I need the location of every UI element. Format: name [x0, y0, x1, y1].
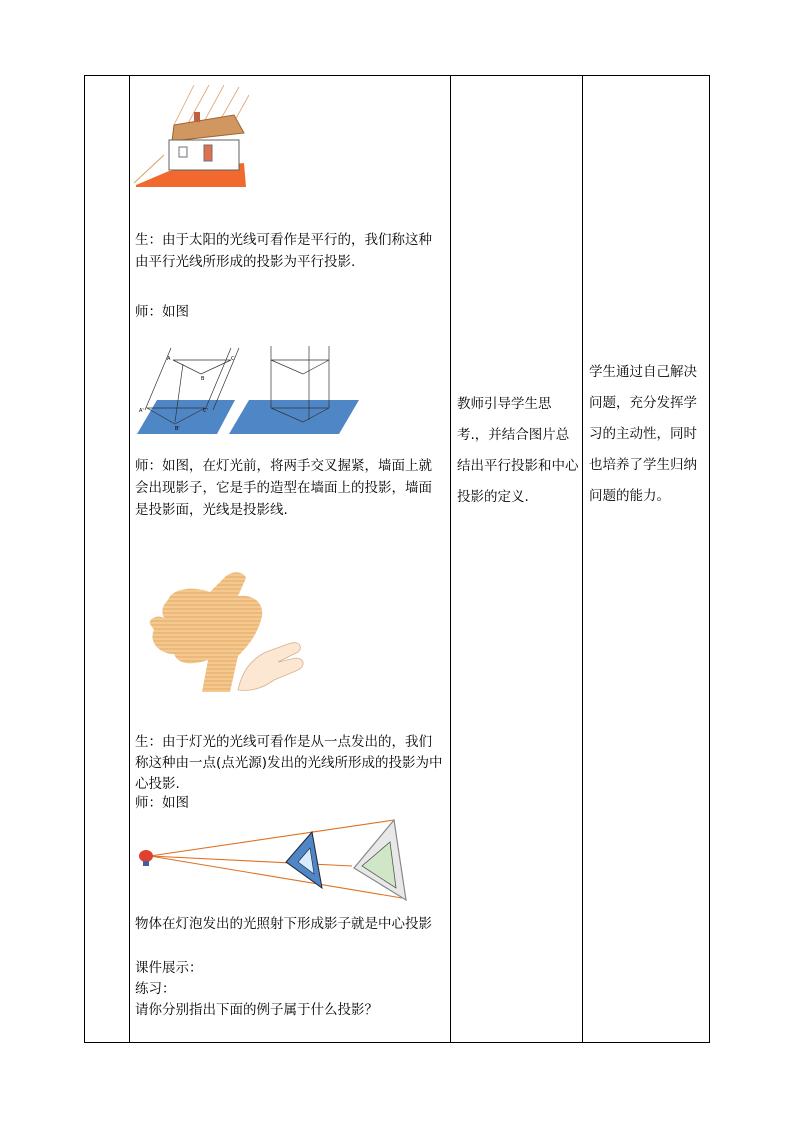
label-c: C	[231, 356, 235, 362]
paragraph-central-summary: 物体在灯泡发出的光照射下形成影子就是中心投影	[135, 916, 432, 932]
paragraph-exercise: 练习：	[135, 981, 176, 997]
label-c1: C'	[203, 408, 208, 414]
label-b1: B'	[175, 426, 180, 432]
paragraph-hand-shadow: 师：如图，在灯光前，将两手交叉握紧，墙面上就会出现影子，它是手的造型在墙面上的投影，墙面是投影面，光线是投影线.	[135, 458, 432, 518]
column-divider	[582, 76, 583, 1042]
paragraph-question: 请你分别指出下面的例子属于什么投影？	[135, 1002, 378, 1018]
hand-shadow-image	[138, 560, 310, 695]
column-divider	[450, 76, 451, 1042]
label-a1: A'	[139, 408, 144, 414]
teacher-activity-text: 教师引导学生思考.，并结合图片总结出平行投影和中心投影的定义.	[457, 396, 579, 505]
column-divider	[129, 76, 130, 1042]
label-b: B	[201, 376, 205, 382]
house-sunlight-image	[134, 85, 249, 190]
paragraph-courseware: 课件展示：	[135, 960, 203, 976]
parallel-projection-figure	[135, 344, 365, 436]
design-intent-text: 学生通过自己解决问题，充分发挥学习的主动性，同时也培养了学生归纳问题的能力。	[589, 364, 697, 504]
paragraph-central-definition: 生：由于灯光的光线可看作是从一点发出的，我们称这种由一点(点光源)发出的光线所形成的投影为中心投影.	[135, 734, 443, 792]
paragraph-parallel-definition: 生：由于太阳的光线可看作是平行的，我们称这种由平行光线所形成的投影为平行投影.	[135, 232, 432, 270]
paragraph-teacher-figure: 师：如图	[135, 304, 189, 320]
label-a: A	[167, 356, 171, 362]
paragraph-teacher-figure-2: 师：如图	[135, 795, 189, 811]
central-projection-figure	[136, 816, 414, 912]
